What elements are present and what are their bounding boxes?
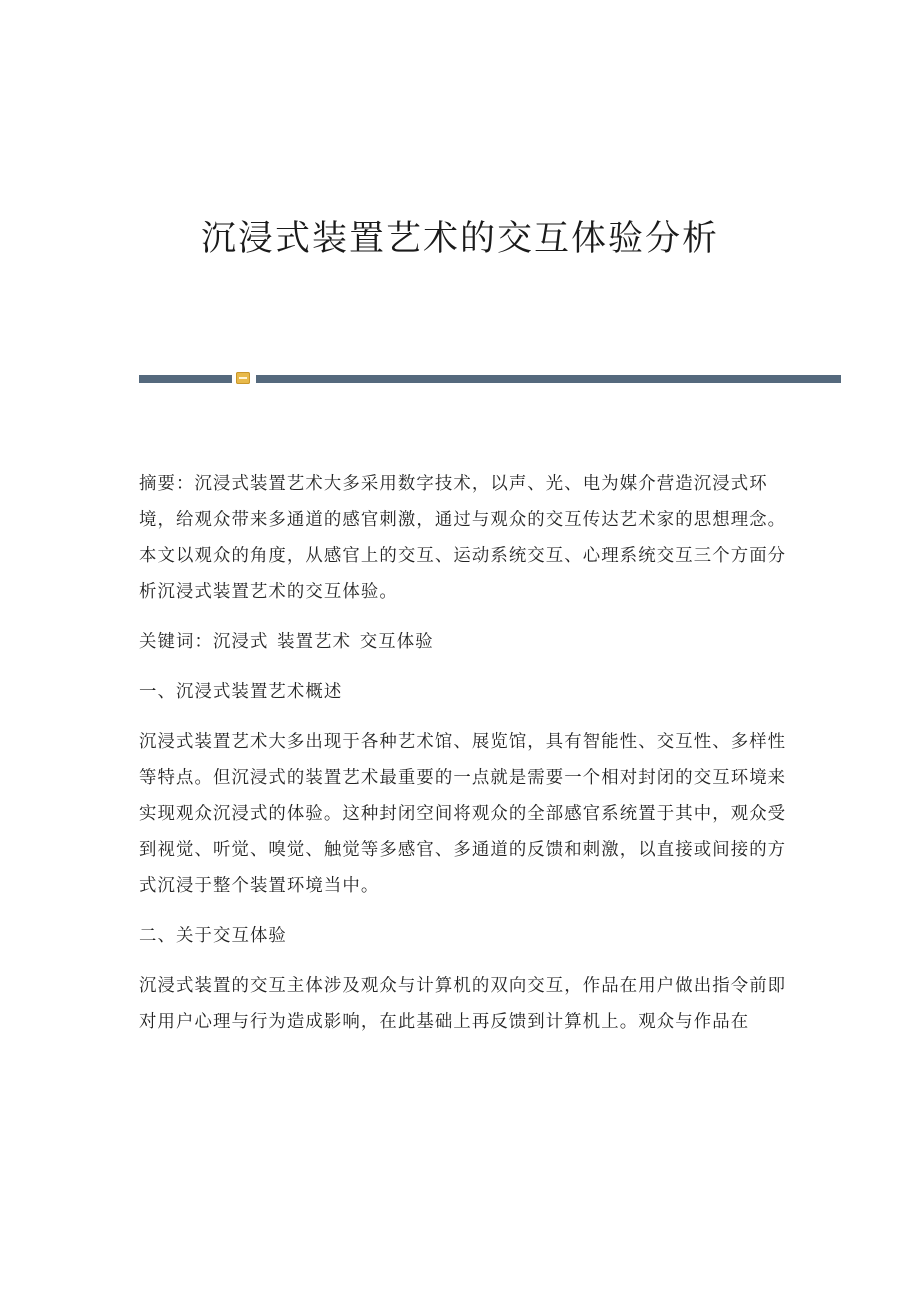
- document-body: [139, 466, 789, 1054]
- section-paragraph: 沉浸式装置的交互主体涉及观众与计算机的双向交互，作品在用户做出指令前即对用户心理与行为造成影响，在此基础上再反馈到计算机上。观众与作品在: [139, 976, 787, 1032]
- keywords-label: 关键词：: [139, 632, 213, 652]
- abstract-paragraph: 摘要：沉浸式装置艺术大多采用数字技术，以声、光、电为媒介营造沉浸式环境，给观众带来多通道的感官刺激，通过与观众的交互传达艺术家的思想理念。本文以观众的角度，从感官上的交互、运动系统交互、心理系统交互三个方面分析沉浸式装置艺术的交互体验。: [139, 474, 787, 602]
- keyword-item: 装置艺术: [277, 632, 352, 652]
- section-heading: 二、关于交互体验: [139, 926, 287, 946]
- keywords-line: [139, 624, 789, 660]
- title-divider-right: [256, 375, 841, 383]
- title-divider-left: [139, 375, 232, 383]
- keyword-item: 交互体验: [359, 632, 434, 652]
- section-paragraph: 沉浸式装置艺术大多出现于各种艺术馆、展览馆，具有智能性、交互性、多样性等特点。但沉浸式的装置艺术最重要的一点就是需要一个相对封闭的交互环境来实现观众沉浸式的体验。这种封闭空间将观众的全部感官系统置于其中，观众受到视觉、听觉、嗅觉、触觉等多感官、多通道的反馈和刺激，以直接或间接的方式沉浸于整个装置环境当中。: [139, 732, 787, 896]
- divider-marker-icon: [236, 372, 250, 384]
- section-heading: 一、沉浸式装置艺术概述: [139, 682, 343, 702]
- keyword-item: 沉浸式: [212, 632, 269, 652]
- document-title: 沉浸式装置艺术的交互体验分析: [200, 219, 719, 259]
